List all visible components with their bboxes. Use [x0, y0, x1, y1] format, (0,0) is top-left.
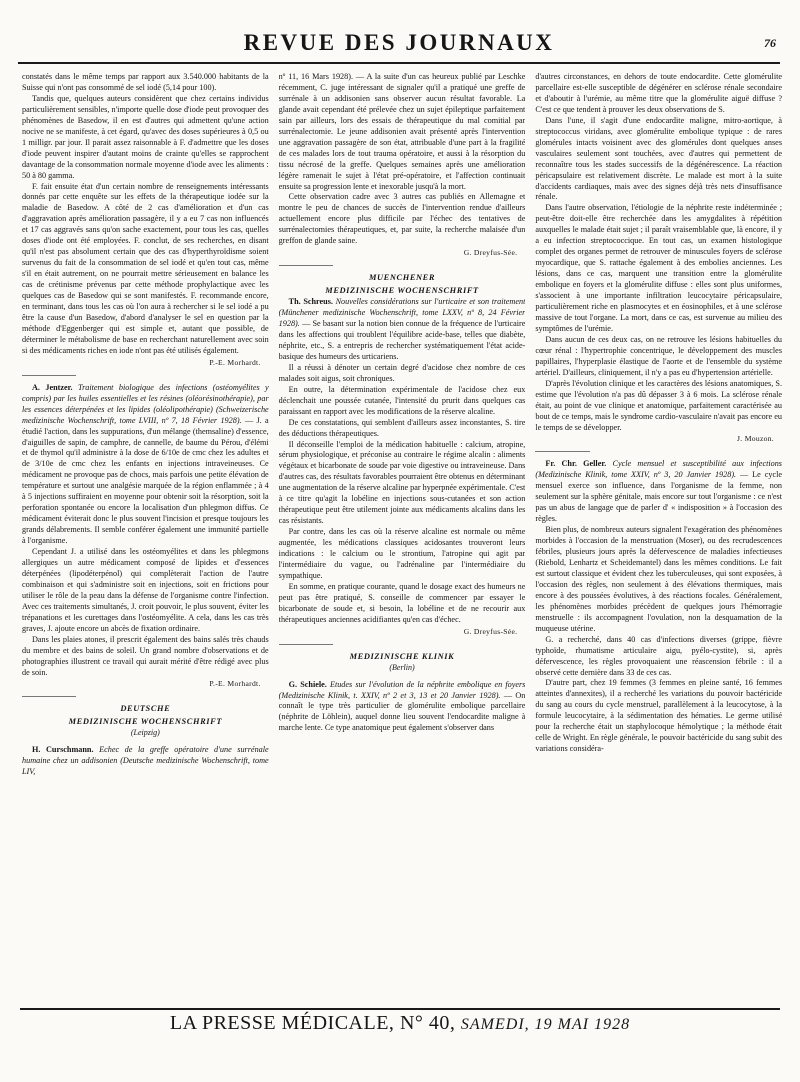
entry-title: Etudes sur l'évolution de la néphrite embolique en foyers: [329, 679, 526, 689]
author-signature: J. Mouzon.: [737, 434, 775, 444]
journal-heading: MUENCHENER: [368, 273, 436, 283]
paragraph: Dans aucun de ces deux cas, on ne retrouve les lésions habituelles du cœur rénal : l'hypertrophie concentrique, le développement des muscles papillaires, l'hyperplasie élastique de l'aorte et de l'ensemble du système artériel. D'ailleurs, cliniquement, il n'y a pas eu d'hypertension artérielle.: [535, 334, 783, 377]
paragraph: De ces constatations, qui semblent d'ailleurs assez inconstantes, S. tire des déductions thérapeutiques.: [278, 417, 526, 438]
paragraph: D'autre part, chez 19 femmes (3 femmes en pleine santé, 16 femmes atteintes d'annexites), il a recherché les variations du pouvoir bactéricide du sang au cours du cycle menstruel, parallèlement à la leucocytose, à la formule leucocytaire, à la sédimentation des hématies. Le germe utilisé pour la recherche était un staphylocoque hémolytique ; la méthode était celle de Wright. En règle générale, le pouvoir bactéricide du sang subit des variations considéra-: [535, 678, 783, 754]
journal-heading: DEUTSCHE: [120, 704, 171, 714]
section-separator: [279, 644, 333, 645]
review-entry: [22, 383, 269, 547]
journal-subheading: MEDIZINISCHE WOCHENSCHRIFT: [325, 286, 479, 296]
review-entry: [279, 297, 526, 363]
paragraph: G. a recherché, dans 40 cas d'infections diverses (grippe, fièvre typhoïde, rhumatisme articulaire aigu, pyélo-cystite), si, après défervescence, les règles provoquaient une réascension fébrile : il a observé cette dernière dans 33 de ces cas.: [535, 634, 783, 677]
journal-subheading: MEDIZINISCHE WOCHENSCHRIFT: [68, 717, 223, 727]
entry-title: Cycle mensuel et susceptibilité aux infections: [612, 459, 782, 469]
column-1: [22, 72, 269, 992]
running-title: REVUE DES JOURNAUX: [243, 30, 555, 55]
author-signature: G. Dreyfus-Sée.: [463, 626, 518, 636]
paragraph: Dans les plaies atones, il prescrit également des bains salés très chauds du membre et des bains de soleil. Un grand nombre d'observations et de photographies illustrent ce travail qui aurait mérité d'être rédigé avec plus de soin.: [22, 634, 269, 677]
author-signature: P.-E. Morhardt.: [209, 357, 261, 367]
section-separator: [22, 696, 76, 697]
review-entry: [535, 459, 782, 525]
section-separator: [535, 451, 589, 452]
page-number: 76: [764, 36, 776, 50]
author-signature: P.-E. Morhardt.: [209, 679, 261, 689]
journal-heading: MEDIZINISCHE KLINIK: [349, 651, 455, 661]
entry-reference: (Deutsche medizinische Wochenschrift, tome LIV,: [22, 756, 269, 777]
entry-title: Traitement biologique des infections (ostéomyélites y compris) par les huiles essentielles et les résines (oléorésinothérapie), par les essences déterpénées et les lipides (oléolipothérapie): [22, 382, 269, 414]
paragraph: Cependant J. a utilisé dans les ostéomyélites et dans les phlegmons allergiques un autre médicament composé de lipides et d'essences déterpénées (lipodéterpénol) qui complèterait l'action de l'autre combinaison et qui s'administre soit en injections, soit en frictions pour utiliser le rôle de la peau dans la défense de l'organisme contre l'infection. Avec ces traitements simultanés, J. croit pouvoir, le plus souvent, éviter les trépanations et les curettages dans l'ostéomyélite. A cela, dans les cas très graves, J. ajoute encore un abcès de fixation ordinaire.: [22, 547, 269, 633]
article-columns: [22, 72, 782, 992]
entry-author: Fr. Chr. Geller.: [545, 459, 607, 469]
review-entry: [22, 745, 269, 778]
footer-date: SAMEDI, 19 MAI 1928: [460, 1016, 631, 1033]
paragraph: D'après l'évolution clinique et les caractères des lésions anatomiques, S. estime que l'évolution n'a pas dû dépasser 3 à 6 mois. La sclérose rénale était, au point de vue clinique et anatomique, parfaitement caractérisée au bout de ce temps, mais le syndrome cardio-vasculaire n'avait pas encore eu le temps de se développer.: [535, 378, 783, 432]
entry-text: — J. a étudié l'action, dans les suppurations, d'un mélange (themsaline) d'essence, d'aiguilles de sapin, de camphre, de cannelle, de baume du Pérou, d'élémi et de thymol qu'il administre à la dose de 6/10e de cmc chez les adultes et de 3/10e de cmc chez les enfants en injections intraveineuses. Ce médicament ne provoque pas de chocs, mais parfois une petite élévation de température et surtout une analgésie marquée de la région enflammée ; à 4 à 5 injections suffiraient en moyenne pour obtenir soit la résorption, soit la perforation spontanée ou encore la localisation d'un phlegmon diffus. Ce médicament éviterait donc le plus souvent l'incision et presque toujours les grands délabrements. Il semble conférer également une immunité partielle à l'organisme.: [22, 415, 269, 546]
footer-number: N° 40,: [399, 1012, 456, 1034]
footer-rule: [20, 1008, 780, 1010]
paragraph: Dans l'autre observation, l'étiologie de la néphrite reste indéterminée ; peut-être doit-elle être recherchée dans les amygdalites à répétition auxquelles le malade était sujet ; il paraît vraisemblable que, là encore, il y a eu infection streptococcique. En tout cas, un examen histologique complet des organes permet de retrouver de minuscules foyers de sclérose myocardique, que S. rattache également à des embolies anciennes. Les lésions, dans ce cas, marquent une transition entre la glomérulite embolique en foyers et la glomérulite diffuse : elles sont plus uniformes, s'associent à une importante infiltration leucocytaire péricapsulaire, particulièrement riche en plasmocytes et en éosinophiles, et à une sclérose massive de tout l'organe. La mort, dans ce cas, est survenue au milieu des symptômes de l'urémie.: [535, 203, 783, 333]
entry-author: H. Curschmann.: [32, 745, 94, 755]
entry-text: — Le cycle mensuel exerce son influence, dans l'organisme de la femme, non seulement sur la sphère génitale, mais encore sur tout l'organisme : ce n'est pas un abus de langage que de parler d' « indisposition » à l'occasion des règles.: [535, 470, 783, 524]
section-separator: [22, 375, 76, 376]
entry-reference: (Medizinische Klinik, t. XXIV, nº 2 et 3, 13 et 20 Janvier 1928).: [278, 690, 501, 700]
page-footer: [20, 1008, 780, 1052]
footer-line: [20, 1012, 780, 1035]
paragraph: nº 11, 16 Mars 1928). — A la suite d'un cas heureux publié par Leschke récemment, C. juge intéressant de signaler qu'il a pratiqué une greffe de surrénale à un addisonien sans observer aucun résultat favorable. La glande avait cependant été prélevée chez un sujet épileptique parfaitement sain par ailleurs, lors des essais de thérapeutique du mal comitial par surrénalectomie. Le jeune addisonien avait présenté après l'intervention une aggravation passagère de son état, attribuable d'une part à la fragilité de ces malades lors de tout trauma opératoire, et aussi à la résorption du tissu nécrosé de la greffe. Quelques semaines après une amélioration légère ramenait le sujet à l'état pré-opératoire, et l'affection continuait ensuite sa progression lente et inexorable jusqu'à la mort.: [278, 72, 526, 191]
paragraph: Par contre, dans les cas où la réserve alcaline est normale ou même augmentée, les médications classiques acidosantes trouveront leurs indications : le calcium ou le strontium, l'atropine qui agit par l'intermédiaire du vague, ou l'adrénaline par l'intermédiaire du sympathique.: [278, 527, 526, 580]
journal-city: (Leipzig): [130, 728, 160, 738]
paragraph: Cette observation cadre avec 3 autres cas publiés en Allemagne et montre le peu de chances de succès de l'intervention rendue d'ailleurs actuellement encore plus difficile par l'échec des tentatives de surrénalectomies thérapeutiques, et, par suite, la recherche malaisée d'un greffon de glande saine.: [278, 192, 526, 246]
entry-reference: (Schweizerische medizinische Wochenschrift, tome LVIII, nº 7, 18 Février 1928).: [22, 404, 269, 425]
entry-title: Nouvelles considérations sur l'urticaire et son traitement: [335, 297, 526, 307]
paragraph: F. fait ensuite état d'un certain nombre de renseignements intéressants donnés par cette enquête sur les effets de la thérapeutique iodée sur la maladie de Basedow. A côté de 2 cas d'amélioration et d'un cas d'aggravation après amélioration passagère, il y a eu 7 cas non influencés et 17 cas aggravés sans qu'on sache exactement, pour tous les cas, quelles doses d'iode ont été employées. F. conclut, de ses recherches, en disant qu'il n'est pas absolument certain que des cas d'hyperthyroïdisme soient survenus du fait de la consommation de sel iodé et qu'en tout cas, même s'il en était autrement, on ne pourrait mettre sérieusement en balance les cas de crétinisme prévenus par cette méthode prophylactique avec les quelques cas de Basedow qui se sont manifestés. F. recommande encore, en terminant, dans tous les cas où l'on aura à rechercher si le sel iodé a pu être la cause d'un Basedow, d'abord d'analyser le sel en question par la méthode d'Eggenberger qui est simple et, autant que possible, de déterminer le métabolisme de base en recherchant naturellement avec soin si des médicaments riches en iode n'ont pas été utilisés également.: [22, 181, 269, 355]
paragraph: Dans l'une, il s'agit d'une endocardite maligne, mitro-aortique, à streptococcus viridans, avec glomérulite embolique typique : de rares glomérules intacts voisinent avec des glomérules dont quelques anses vasculaires seulement sont touchées, avec d'autres qui permettent de reconnaître tous les stades successifs de la dégénérescence. La réaction péricapsulaire est relativement discrète. Le malade est mort à la suite d'accidents cardiaques, mais avec des signes déjà très nets d'insuffisance rénale.: [535, 115, 783, 202]
column-2: [279, 72, 526, 992]
paragraph: Il déconseille l'emploi de la médication habituelle : calcium, atropine, sérum physiologique, et préconise au contraire le régime alcalin : aliments végétaux et bicarbonate de soude par voie digestive ou intraveineuse. Dans d'autres cas, des résultats favorables pourraient être obtenus en déterminant une augmentation de la réserve alcaline par hyperpnée expérimentale. C'est à ce titre qu'agit la lobéline en injections sous-cutanées et son action thérapeutique peut être utilement jointe aux médicaments alcalins dans les cas résistants.: [278, 439, 526, 526]
entry-reference: (Medizinische Klinik, tome XXIV, nº 3, 20 Janvier 1928).: [535, 470, 737, 480]
column-3: [535, 72, 782, 992]
paragraph: Il a réussi à dénoter un certain degré d'acidose chez nombre de ces malades soit aigus, soit chroniques.: [278, 362, 526, 383]
entry-text: — On connaît le type très particulier de glomérulite embolique parcellaire (néphrite de Löhlein), auquel donne lieu souvent l'endocardite maligne à marche lente. Ce type anatomique peut également s'observer dans: [278, 690, 526, 733]
paragraph: Bien plus, de nombreux auteurs signalent l'exagération des phénomènes morbides à l'occasion de la menstruation (Moser), ou des recrudescences fébriles, plusieurs jours après la défervescence de maladies infectieuses (Riebold, Lenhartz et Scheidemantel) dans les mêmes conditions. Le fait est surtout classique et évident chez les tuberculeuses, qui sont exposées, à l'occasion des règles, non seulement à des élévations thermiques, mais encore à des poussées évolutives, à des réactions focales. Généralement, les phénomènes morbides précèdent de quelques jours l'hémorragie menstruelle : ils accompagnent l'ovulation, non la desquamation de la muqueuse utérine.: [535, 525, 783, 633]
entry-author: Th. Schreus.: [288, 297, 333, 307]
paragraph: d'autres circonstances, en dehors de toute endocardite. Cette glomérulite parcellaire est-elle susceptible de dégénérer en sclérose rénale secondaire et d'aboutir à l'urémie, au même titre que la glomérulite aiguë diffuse ? C'est ce que tendent à prouver les deux observations de S.: [535, 72, 783, 114]
entry-text: — Se basant sur la notion bien connue de la fréquence de l'urticaire dans les affections qui troublent l'équilibre acide-base, telles que diabète, néphrite, etc., S. a entrepris de rechercher systématiquement l'état acide-basique des humeurs des urticariens.: [278, 319, 526, 361]
entry-author: A. Jentzer.: [32, 382, 73, 392]
author-signature: G. Dreyfus-Sée.: [463, 248, 518, 258]
journal-city: (Berlin): [389, 662, 415, 672]
page-header: [18, 26, 780, 64]
review-entry: [279, 680, 526, 735]
paragraph: En somme, en pratique courante, quand le dosage exact des humeurs ne peut pas être pratiqué, S. conseille de commencer par essayer le bicarbonate de soude et, si besoin, la lobéline et de ne recourir aux thérapeutiques anciennes acidifiantes qu'en cas d'échec.: [278, 581, 526, 624]
entry-title: Echec de la greffe opératoire d'une surrénale humaine chez un addisonien: [22, 745, 269, 766]
entry-reference: (Münchener medizinische Wochenschrift, tome LXXV, nº 8, 24 Février 1928).: [278, 308, 526, 329]
footer-journal: LA PRESSE MÉDICALE,: [169, 1012, 395, 1034]
section-separator: [279, 265, 333, 266]
entry-author: G. Schiele.: [288, 679, 327, 689]
paragraph: Tandis que, quelques auteurs considèrent que chez certains individus particulièrement sensibles, n'importe quelle dose d'iode peut provoquer des phénomènes de Basedow, il en est d'autres qui admettent qu'une action nocive ne se manifeste, à cet égard, qu'avec des doses supérieures à 0,5 ou 1 milligr. par jour. Il parait assez raisonnable à F. d'admettre que les doses d'iode peuvent inspirer d'autant moins de crainte qu'elles se rapprochent davantage de la consommation normale moyenne d'iode avec les aliments : 50 à 80 gamma.: [22, 93, 269, 180]
paragraph: constatés dans le même temps par rapport aux 3.540.000 habitants de la Suisse qui n'ont pas consommé de sel iodé (5,14 pour 100).: [22, 72, 269, 92]
paragraph: En outre, la détermination expérimentale de l'acidose chez eux déclenchait une poussée cutanée, l'intensité du prurit dans quelques cas paraissant en rapport avec les modifications de la réserve alcaline.: [278, 384, 526, 416]
